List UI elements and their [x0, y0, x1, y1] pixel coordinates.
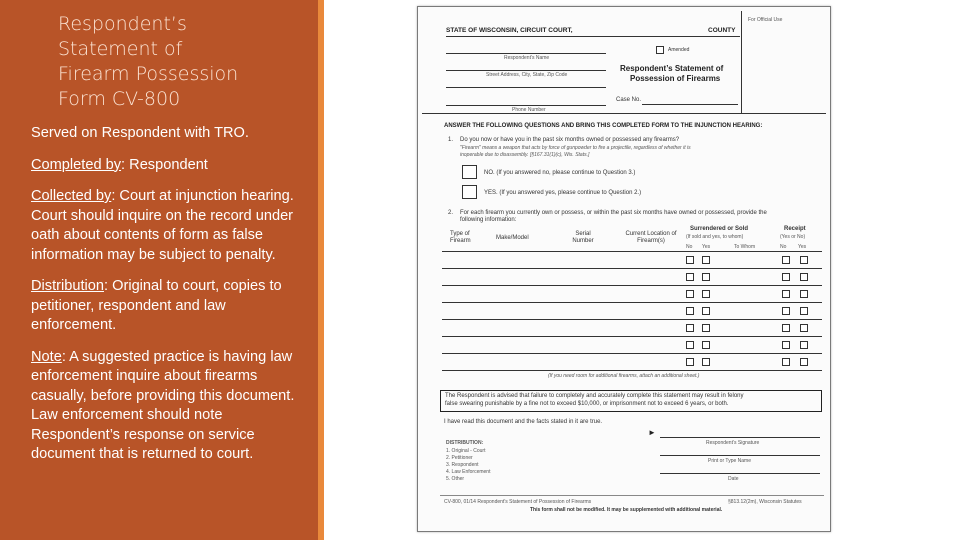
table-row-line	[442, 319, 822, 320]
col-serial: Serial Number	[572, 231, 594, 244]
served-text: Served on Respondent with TRO.	[31, 125, 249, 141]
address-label: Street Address, City, State, Zip Code	[486, 72, 568, 78]
table-checkbox	[800, 256, 808, 264]
table-checkbox	[800, 307, 808, 315]
header-bottom-line	[422, 113, 826, 114]
q1-definition-2: inoperable due to disassembly. [§167.31(1)(c), Wis. Stats.]	[460, 152, 590, 158]
table-checkbox	[782, 341, 790, 349]
table-checkbox	[686, 324, 694, 332]
distribution-item: 5. Other	[446, 476, 465, 482]
col-surrendered: Surrendered or Sold	[690, 226, 749, 232]
print-name-label: Print or Type Name	[708, 458, 751, 464]
collected-label: Collected by	[31, 188, 112, 204]
table-checkbox	[782, 307, 790, 315]
table-checkbox	[800, 273, 808, 281]
signature-line	[660, 437, 820, 438]
table-checkbox	[702, 273, 710, 281]
respondent-name-label: Respondent’s Name	[504, 55, 550, 61]
title-line: Statement of	[58, 38, 183, 60]
table-checkbox	[702, 341, 710, 349]
q1-text: Do you now or have you in the past six months owned or possessed any firearms?	[460, 137, 680, 143]
table-row-line	[442, 251, 822, 252]
table-checkbox	[782, 256, 790, 264]
col-receipt: Receipt	[784, 226, 806, 232]
table-row-line	[442, 268, 822, 269]
col-no-2: No	[780, 244, 787, 250]
table-row-line	[442, 285, 822, 286]
table-checkbox	[782, 273, 790, 281]
completed-label: Completed by	[31, 156, 122, 173]
county-label: COUNTY	[708, 27, 736, 34]
form-title-1: Respondent’s Statement of	[620, 64, 724, 73]
table-checkbox	[686, 307, 694, 315]
title-line: Respondent’s	[58, 13, 187, 35]
table-checkbox	[800, 290, 808, 298]
no-checkbox	[462, 165, 477, 179]
distribution-label: Distribution	[31, 278, 104, 294]
col-surrendered-sub: (If sold and yes, to whom)	[686, 234, 744, 240]
table-checkbox	[702, 256, 710, 264]
phone-line	[446, 105, 606, 106]
address-line	[446, 70, 606, 71]
more-rows-note: (If you need room for additional firearms, attach an additional sheet.)	[548, 373, 700, 379]
distribution-item: 4. Law Enforcement	[446, 469, 491, 475]
header-divider	[741, 11, 742, 113]
phone-label: Phone Number	[512, 107, 546, 113]
case-no-label: Case No.	[616, 97, 642, 103]
note-paragraph	[31, 348, 313, 465]
distribution-item: 1. Original - Court	[446, 448, 486, 454]
q2-text-2: following information:	[460, 217, 517, 223]
col-type: Type of Firearm	[450, 231, 471, 244]
instruction: ANSWER THE FOLLOWING QUESTIONS AND BRING THIS COMPLETED FORM TO THE INJUNCTION HEARING:	[444, 123, 763, 129]
table-checkbox	[686, 273, 694, 281]
col-make: Make/Model	[496, 235, 529, 241]
yes-option: YES. (If you answered yes, please continue to Question 2.)	[484, 190, 642, 196]
arrow-icon: ►	[648, 428, 656, 437]
table-row-line	[442, 353, 822, 354]
form-image	[417, 6, 831, 532]
form-title-2: Possession of Firearms	[630, 74, 721, 83]
date-line	[660, 473, 820, 474]
read-statement: I have read this document and the facts stated in it are true.	[444, 419, 603, 425]
table-checkbox	[702, 324, 710, 332]
slide-body	[31, 124, 313, 477]
table-checkbox	[686, 358, 694, 366]
note-label: Note	[31, 348, 62, 365]
footer-center: This form shall not be modified. It may be supplemented with additional material.	[530, 507, 723, 513]
table-checkbox	[686, 290, 694, 298]
distribution-heading: DISTRIBUTION:	[446, 440, 484, 446]
footer-left: CV-800, 01/14 Respondent's Statement of Possession of Firearms	[444, 499, 592, 505]
distribution-text: : Original to court, copies to petitioner, respondent and law enforcement.	[31, 278, 282, 333]
advisory-box	[440, 390, 822, 412]
case-no-line	[642, 104, 738, 105]
print-name-line	[660, 455, 820, 456]
q2-number: 2.	[448, 210, 454, 216]
official-use-label: For Official Use	[748, 17, 783, 23]
distribution-item: 3. Respondent	[446, 462, 479, 468]
collected-text: : Court at injunction hearing. Court should inquire on the record under oath about contents of form as false information may be subject to penalty.	[31, 188, 294, 263]
col-no: No	[686, 244, 693, 250]
col-yes: Yes	[702, 244, 711, 250]
address-line-2	[446, 87, 606, 88]
q1-definition-1: "Firearm" means a weapon that acts by force of gunpowder to fire a projectile, regardless of whether it is	[460, 145, 691, 151]
court-underline	[446, 36, 740, 37]
table-checkbox	[800, 341, 808, 349]
table-checkbox	[686, 341, 694, 349]
table-checkbox	[702, 290, 710, 298]
table-row-line	[442, 302, 822, 303]
collected-paragraph	[31, 187, 313, 265]
title-line: Form CV-800	[58, 88, 181, 110]
slide-title	[58, 12, 308, 112]
amended-label: Amended	[668, 47, 690, 53]
court-line: STATE OF WISCONSIN, CIRCUIT COURT,	[446, 27, 573, 34]
distribution-item: 2. Petitioner	[446, 455, 473, 461]
distribution-paragraph	[31, 277, 313, 336]
table-row-line	[442, 336, 822, 337]
table-checkbox	[782, 290, 790, 298]
completed-paragraph	[31, 156, 313, 176]
panel-accent-stripe	[318, 0, 324, 540]
table-checkbox	[782, 324, 790, 332]
col-location: Current Location of Firearm(s)	[625, 231, 677, 244]
table-checkbox	[686, 256, 694, 264]
signature-label: Respondent’s Signature	[706, 440, 760, 446]
table-checkbox	[800, 358, 808, 366]
date-label: Date	[728, 476, 739, 482]
table-row-line	[442, 370, 822, 371]
table-checkbox	[800, 324, 808, 332]
no-option: NO. (If you answered no, please continue to Question 3.)	[484, 170, 636, 176]
col-receipt-sub: (Yes or No)	[780, 234, 806, 240]
table-checkbox	[702, 307, 710, 315]
q1-number: 1.	[448, 137, 454, 143]
completed-text: : Respondent	[121, 156, 208, 173]
footer-right: §813.12(2m), Wisconsin Statutes	[728, 499, 802, 505]
footer-rule	[440, 495, 824, 496]
table-checkbox	[782, 358, 790, 366]
name-line	[446, 53, 606, 54]
advice-line-1: The Respondent is advised that failure to completely and accurately complete this statement may result in felony	[445, 393, 744, 399]
col-to-whom: To Whom	[734, 244, 756, 250]
advice-line-2: false swearing punishable by a fine not to exceed $10,000, or imprisonment not to exceed 6 years, or both.	[445, 401, 729, 407]
table-checkbox	[702, 358, 710, 366]
note-text: : A suggested practice is having law enforcement inquire about firearms casually, before providing this document. Law enforcement should note Respondent’s response on service document that is returned to court.	[31, 348, 295, 462]
title-line: Firearm Possession	[58, 63, 239, 85]
col-yes-2: Yes	[798, 244, 807, 250]
amended-checkbox	[656, 46, 664, 54]
yes-checkbox	[462, 185, 477, 199]
q2-text-1: For each firearm you currently own or possess, or within the past six months have owned or possessed, provide the	[460, 210, 767, 216]
